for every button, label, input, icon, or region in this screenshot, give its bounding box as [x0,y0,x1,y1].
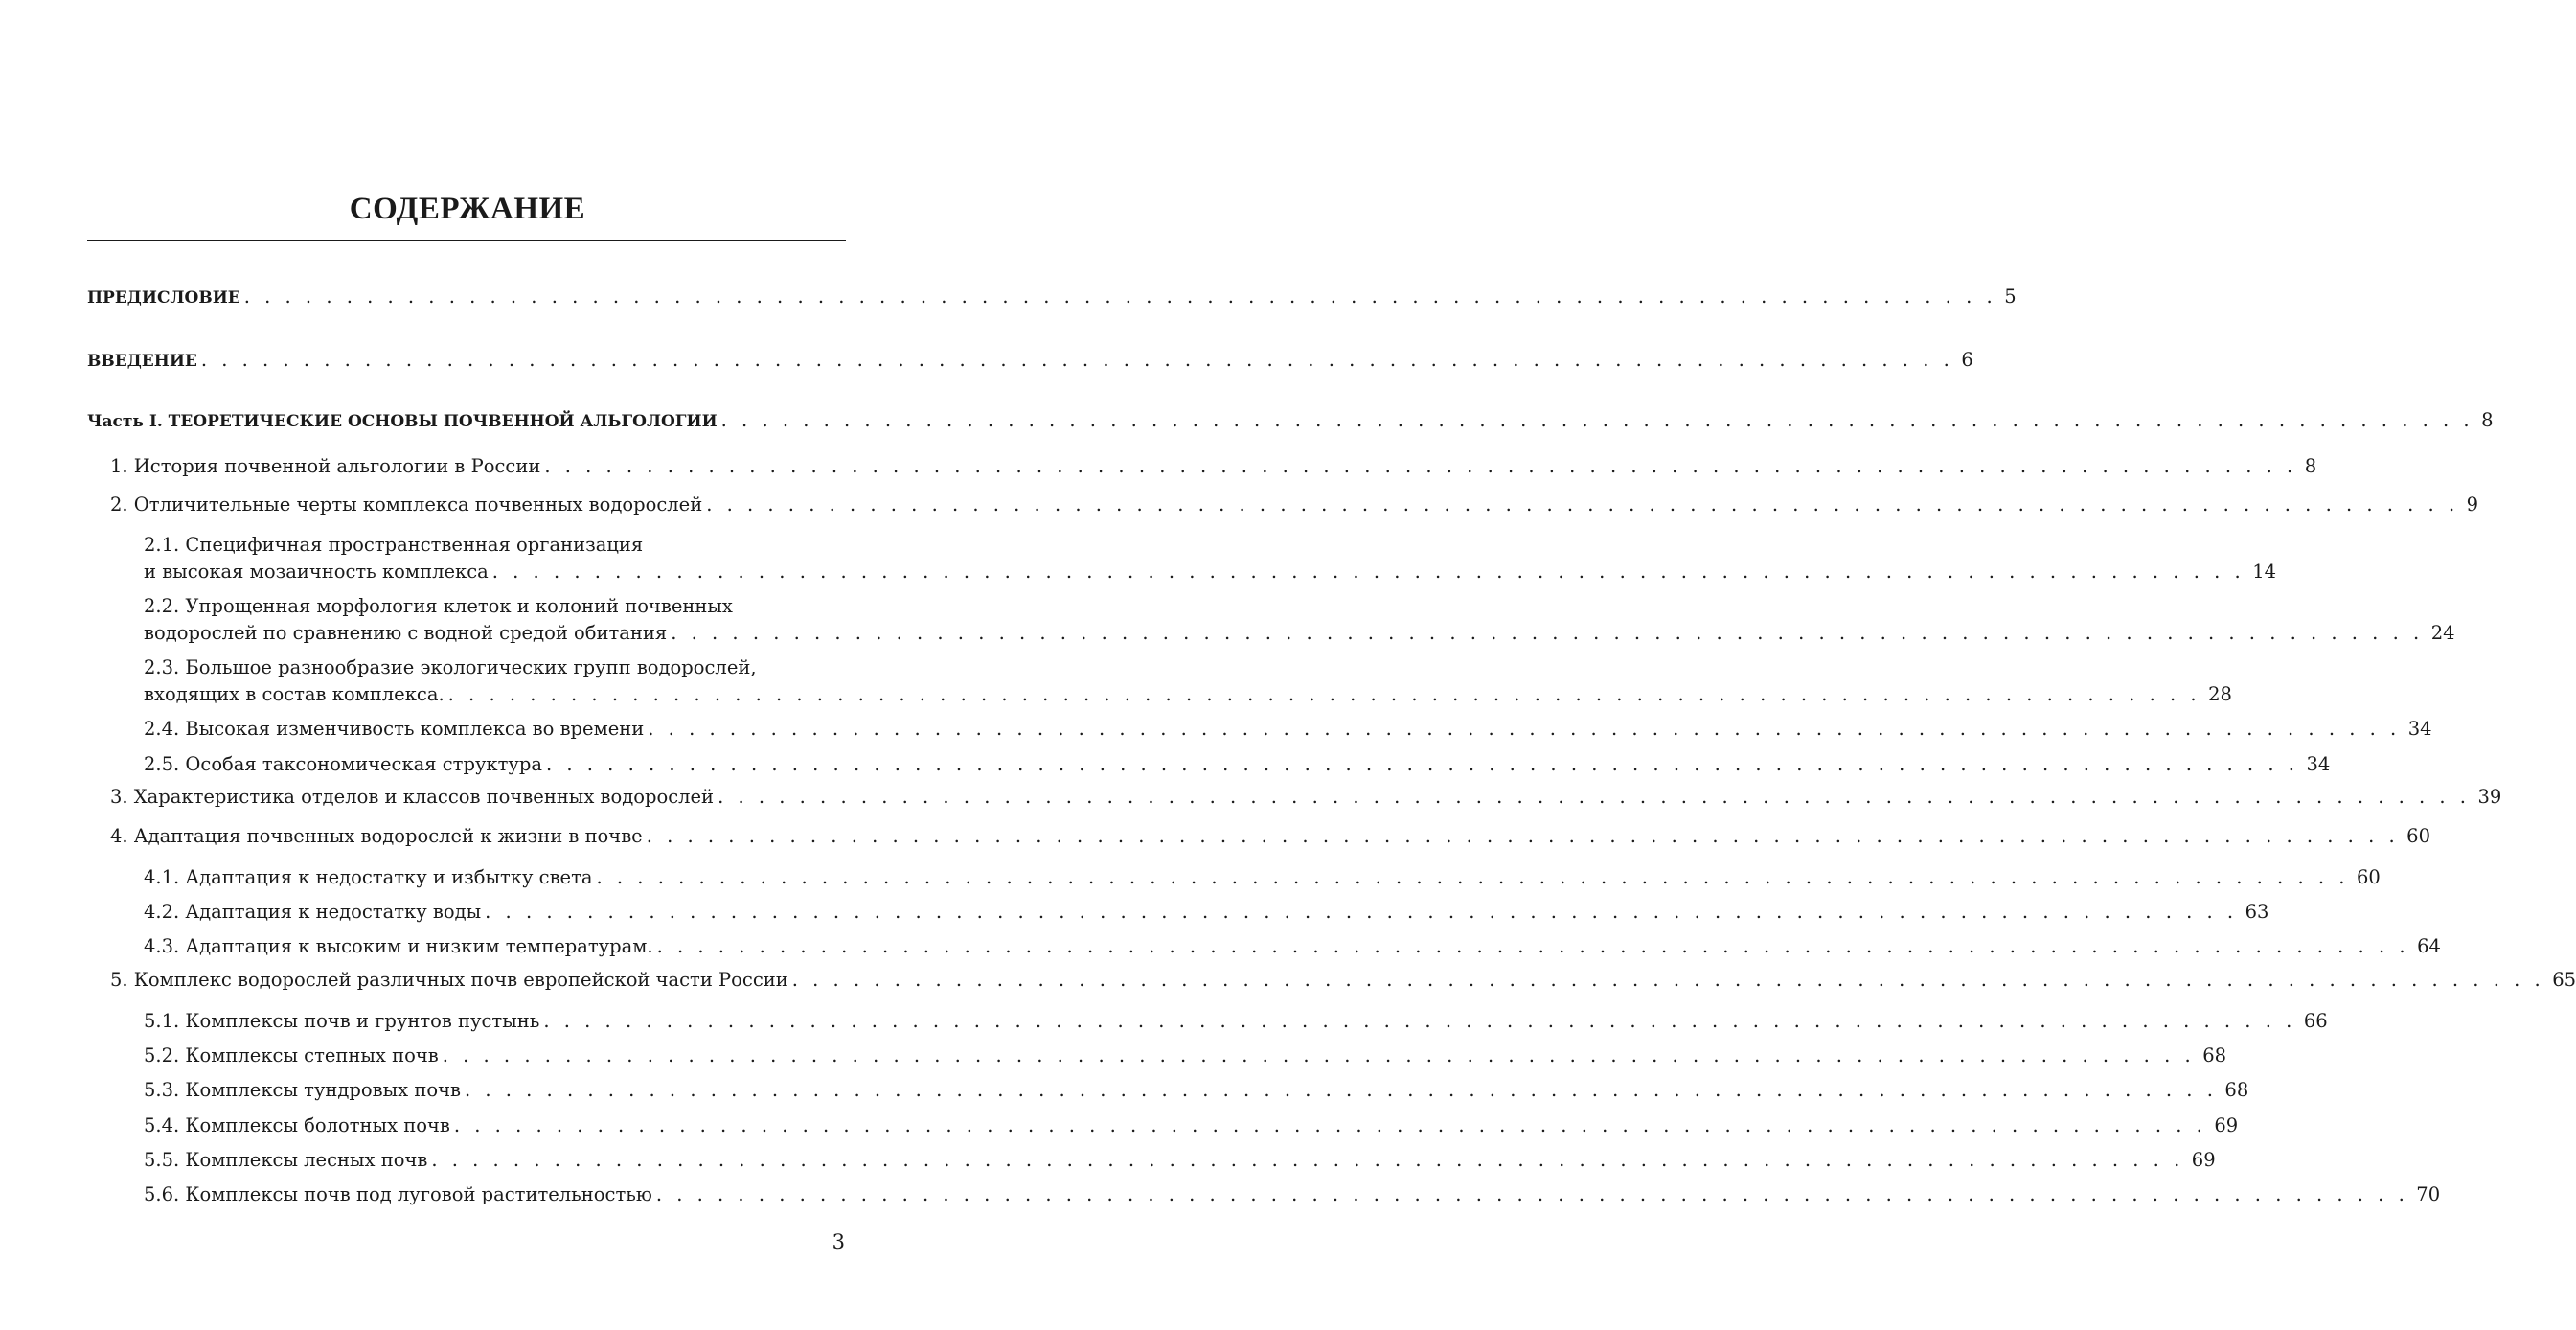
toc-entry-page: 60 [2356,866,2381,888]
toc-leader-dots: . . . . . . . . . . . . . . . . . . . . . . . . . . . . . . . . . . . . . . . . . . . . . . . . . . . . . . . . . . . . . . . . . . . . . . . . . . . . . . . . . . . . . . [243,286,1997,308]
toc-entry-page: 34 [2306,753,2331,775]
toc-entry-3[interactable] [110,784,2502,811]
toc-entry-label: 2.5. Особая таксономическая структура [144,753,542,775]
toc-leader-dots: . . . . . . . . . . . . . . . . . . . . . . . . . . . . . . . . . . . . . . . . . . . . . . . . . . . . . . . . . . . . . . . . . . . . . . . . . . . . . . . . . . . . . . [706,493,2459,516]
toc-entry-page: 8 [2481,409,2494,431]
toc-entry-2-3[interactable] [144,654,2232,708]
toc-entry-page: 8 [2304,455,2317,477]
toc-leader-dots: . . . . . . . . . . . . . . . . . . . . . . . . . . . . . . . . . . . . . . . . . . . . . . . . . . . . . . . . . . . . . . . . . . . . . . . . . . . . . . . . . . . . . . [791,969,2545,991]
toc-entry-label: 5.2. Комплексы степных почв [144,1044,439,1066]
toc-entry-4-3[interactable] [144,933,2441,960]
toc-entry-label: 5.1. Комплексы почв и грунтов пустынь [144,1010,540,1032]
toc-leader-dots: . . . . . . . . . . . . . . . . . . . . . . . . . . . . . . . . . . . . . . . . . . . . . . . . . . . . . . . . . . . . . . . . . . . . . . . . . . . . . . . . . . . . . . [464,1079,2218,1101]
toc-entry-page: 60 [2406,825,2430,847]
toc-leader-dots: . . . . . . . . . . . . . . . . . . . . . . . . . . . . . . . . . . . . . . . . . . . . . . . . . . . . . . . . . . . . . . . . . . . . . . . . . . . . . . . . . . . . . . [655,1183,2409,1205]
toc-entry-page: 68 [2224,1079,2249,1101]
toc-entry-preface[interactable] [87,284,2017,311]
toc-entry-page: 39 [2477,786,2502,808]
toc-entry-label: входящих в состав комплекса. [144,683,445,705]
toc-entry-label: 2.4. Высокая изменчивость комплекса во времени [144,718,645,740]
toc-leader-dots: . . . . . . . . . . . . . . . . . . . . . . . . . . . . . . . . . . . . . . . . . . . . . . . . . . . . . . . . . . . . . . . . . . . . . . . . . . . . . . . . . . . . . . [453,1114,2207,1136]
toc-entry-page: 63 [2245,901,2269,923]
toc-entry-5-4[interactable] [144,1112,2239,1139]
toc-entry-4-1[interactable] [144,864,2381,891]
toc-entry-5-6[interactable] [144,1181,2441,1208]
toc-entry-label: 5. Комплекс водорослей различных почв европейской части России [110,969,788,991]
toc-entry-page: 34 [2407,718,2432,740]
toc-entry-label: 1. История почвенной альгологии в России [110,455,541,477]
toc-entry-page: 70 [2416,1183,2441,1205]
toc-entry-5-2[interactable] [144,1043,2227,1069]
toc-entry-2-5[interactable] [144,751,2331,778]
toc-entry-label: 4.1. Адаптация к недостатку и избытку света [144,866,593,888]
toc-leader-dots: . . . . . . . . . . . . . . . . . . . . . . . . . . . . . . . . . . . . . . . . . . . . . . . . . . . . . . . . . . . . . . . . . . . . . . . . . . . . . . . . . . . . . . [447,683,2201,705]
toc-entry-1[interactable] [110,453,2317,480]
toc-entry-label: 5.3. Комплексы тундровых почв [144,1079,461,1101]
title-rule [87,240,846,241]
toc-entry-page: 6 [1961,349,1973,371]
toc-leader-dots: . . . . . . . . . . . . . . . . . . . . . . . . . . . . . . . . . . . . . . . . . . . . . . . . . . . . . . . . . . . . . . . . . . . . . . . . . . . . . . . . . . . . . . [491,561,2245,583]
toc-leader-dots: . . . . . . . . . . . . . . . . . . . . . . . . . . . . . . . . . . . . . . . . . . . . . . . . . . . . . . . . . . . . . . . . . . . . . . . . . . . . . . . . . . . . . . [648,718,2401,740]
toc-entry-label: 4.2. Адаптация к недостатку воды [144,901,482,923]
toc-leader-dots: . . . . . . . . . . . . . . . . . . . . . . . . . . . . . . . . . . . . . . . . . . . . . . . . . . . . . . . . . . . . . . . . . . . . . . . . . . . . . . . . . . . . . . [656,935,2410,957]
toc-entry-introduction[interactable] [87,347,1973,375]
toc-leader-dots: . . . . . . . . . . . . . . . . . . . . . . . . . . . . . . . . . . . . . . . . . . . . . . . . . . . . . . . . . . . . . . . . . . . . . . . . . . . . . . . . . . . . . . [596,866,2349,888]
toc-entry-label-line: 2.1. Специфичная пространственная организация [144,534,644,556]
toc-entry-4-2[interactable] [144,899,2269,926]
toc-leader-dots: . . . . . . . . . . . . . . . . . . . . . . . . . . . . . . . . . . . . . . . . . . . . . . . . . . . . . . . . . . . . . . . . . . . . . . . . . . . . . . . . . . . . . . [485,901,2238,923]
toc-entry-label: 5.4. Комплексы болотных почв [144,1114,450,1136]
toc-entry-page: 68 [2202,1044,2227,1066]
toc-entry-label: ВВЕДЕНИЕ [87,352,197,371]
toc-leader-dots: . . . . . . . . . . . . . . . . . . . . . . . . . . . . . . . . . . . . . . . . . . . . . . . . . . . . . . . . . . . . . . . . . . . . . . . . . . . . . . . . . . . . . . [431,1149,2184,1171]
toc-entry-page: 66 [2303,1010,2328,1032]
toc-entry-label: 2. Отличительные черты комплекса почвенных водорослей [110,493,703,516]
toc-entry-label: Часть I. ТЕОРЕТИЧЕСКИЕ ОСНОВЫ ПОЧВЕННОЙ АЛЬГОЛОГИИ [87,412,718,431]
toc-entry-label: ПРЕДИСЛОВИЕ [87,288,240,308]
toc-entry-4[interactable] [110,823,2430,850]
toc-entry-5[interactable] [110,967,2576,994]
toc-entry-page: 24 [2430,622,2455,644]
toc-leader-dots: . . . . . . . . . . . . . . . . . . . . . . . . . . . . . . . . . . . . . . . . . . . . . . . . . . . . . . . . . . . . . . . . . . . . . . . . . . . . . . . . . . . . . . [442,1044,2196,1066]
toc-entry-page: 69 [2191,1149,2216,1171]
toc-entry-page: 64 [2417,935,2441,957]
toc-entry-page: 5 [2004,286,2017,308]
toc-leader-dots: . . . . . . . . . . . . . . . . . . . . . . . . . . . . . . . . . . . . . . . . . . . . . . . . . . . . . . . . . . . . . . . . . . . . . . . . . . . . . . . . . . . . . . [646,825,2400,847]
toc-leader-dots: . . . . . . . . . . . . . . . . . . . . . . . . . . . . . . . . . . . . . . . . . . . . . . . . . . . . . . . . . . . . . . . . . . . . . . . . . . . . . . . . . . . . . . [544,455,2297,477]
toc-entry-label: 5.6. Комплексы почв под луговой растительностью [144,1183,652,1205]
toc-leader-dots: . . . . . . . . . . . . . . . . . . . . . . . . . . . . . . . . . . . . . . . . . . . . . . . . . . . . . . . . . . . . . . . . . . . . . . . . . . . . . . . . . . . . . . [545,753,2299,775]
toc-entry-5-5[interactable] [144,1147,2216,1174]
toc-entry-label: 3. Характеристика отделов и классов почвенных водорослей [110,786,715,808]
toc-entry-page: 69 [2214,1114,2239,1136]
toc-entry-label-line: 2.2. Упрощенная морфология клеток и колоний почвенных [144,595,733,617]
toc-entry-2-4[interactable] [144,716,2432,743]
toc-entry-label: водорослей по сравнению с водной средой обитания [144,622,668,644]
toc-entry-page: 14 [2252,561,2277,583]
toc-entry-label-line: 2.3. Большое разнообразие экологических групп водорослей, [144,656,757,678]
toc-leader-dots: . . . . . . . . . . . . . . . . . . . . . . . . . . . . . . . . . . . . . . . . . . . . . . . . . . . . . . . . . . . . . . . . . . . . . . . . . . . . . . . . . . . . . . [720,409,2474,431]
toc-entry-2[interactable] [110,492,2479,518]
page-number: 3 [832,1230,845,1253]
toc-leader-dots: . . . . . . . . . . . . . . . . . . . . . . . . . . . . . . . . . . . . . . . . . . . . . . . . . . . . . . . . . . . . . . . . . . . . . . . . . . . . . . . . . . . . . . [718,786,2471,808]
toc-leader-dots: . . . . . . . . . . . . . . . . . . . . . . . . . . . . . . . . . . . . . . . . . . . . . . . . . . . . . . . . . . . . . . . . . . . . . . . . . . . . . . . . . . . . . . [671,622,2424,644]
toc-entry-label: и высокая мозаичность комплекса [144,561,489,583]
toc-entry-page: 28 [2208,683,2232,705]
toc-entry-5-1[interactable] [144,1008,2328,1035]
toc-entry-2-2[interactable] [144,593,2455,647]
toc-entry-label: 4. Адаптация почвенных водорослей к жизни в почве [110,825,643,847]
toc-leader-dots: . . . . . . . . . . . . . . . . . . . . . . . . . . . . . . . . . . . . . . . . . . . . . . . . . . . . . . . . . . . . . . . . . . . . . . . . . . . . . . . . . . . . . . [200,349,1954,371]
toc-entry-label: 5.5. Комплексы лесных почв [144,1149,428,1171]
toc-entry-5-3[interactable] [144,1077,2249,1104]
toc-entry-2-1[interactable] [144,532,2277,585]
toc-entry-page: 9 [2466,493,2479,516]
toc-entry-label: 4.3. Адаптация к высоким и низким температурам. [144,935,653,957]
toc-leader-dots: . . . . . . . . . . . . . . . . . . . . . . . . . . . . . . . . . . . . . . . . . . . . . . . . . . . . . . . . . . . . . . . . . . . . . . . . . . . . . . . . . . . . . . [543,1010,2296,1032]
toc-entry-page: 65 [2552,969,2576,991]
toc-entry-part-1[interactable] [87,407,2494,435]
page-title: СОДЕРЖАНИЕ [349,192,586,226]
